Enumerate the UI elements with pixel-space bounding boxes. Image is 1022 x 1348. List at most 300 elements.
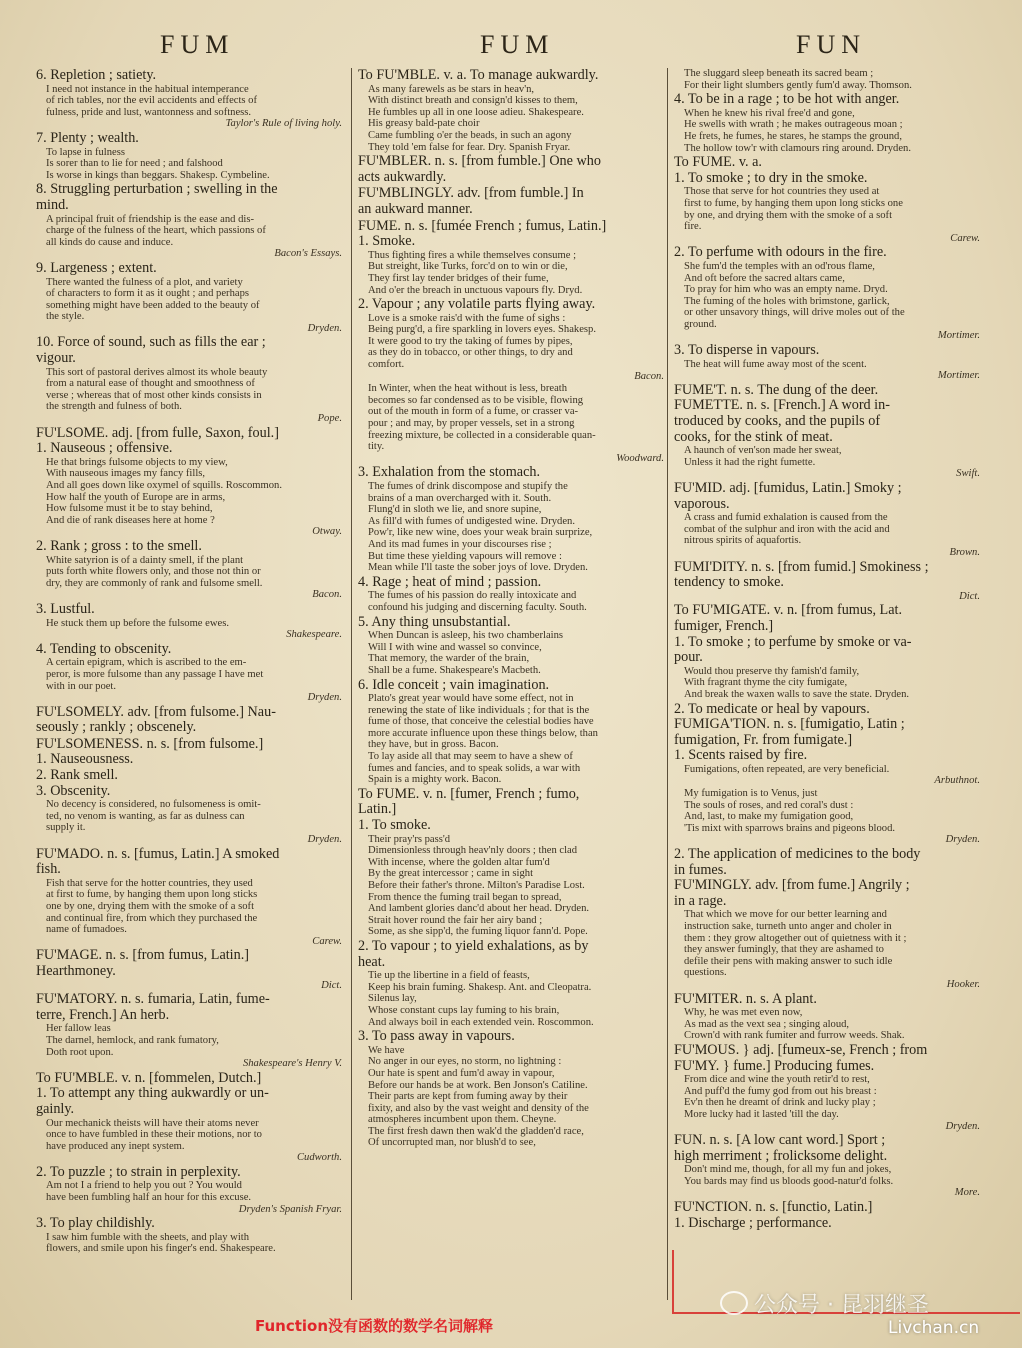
site-watermark: Livchan.cn — [888, 1318, 980, 1338]
quotation-line: White satyrion is of a dainty smell, if the plant — [46, 554, 244, 566]
dictionary-entry — [674, 68, 980, 91]
entry-line: vaporous. — [674, 496, 730, 512]
quotation-line: She fum'd the temples with an od'rous flame, — [684, 260, 875, 272]
column-header-3: FUN — [796, 30, 867, 59]
dictionary-entry — [674, 1133, 980, 1199]
quotation-line: For their light slumbers gently fum'd away. Thomson. — [684, 79, 912, 91]
source-citation: Dryden. — [945, 834, 980, 846]
source-citation: Cudworth. — [296, 1152, 342, 1164]
entry-line: Latin.] — [358, 802, 397, 818]
quotation-line: one by one, drying them with the smoke of a soft — [46, 901, 255, 912]
entry-line: 1. Nauseous ; offensive. — [36, 441, 173, 457]
quotation-line: with in our poet. — [46, 680, 117, 692]
dictionary-column-3 — [674, 68, 980, 1300]
quotation-line: verse ; whereas that of most other kinds consists in — [46, 389, 262, 401]
quotation-line: He swells with wrath ; he makes outrageous moan ; — [684, 119, 903, 131]
quotation-line: He stuck them up before the fulsome ewes. — [46, 617, 229, 629]
quotation-line: And break the waxen walls to save the state. Dryden. — [684, 688, 910, 700]
source-citation: Carew. — [950, 232, 980, 244]
dictionary-entry — [358, 297, 664, 382]
dictionary-entry — [36, 642, 342, 704]
quotation-line: have produced any inept system. — [46, 1140, 185, 1152]
entry-line: 2. To puzzle ; to strain in perplexity. — [36, 1164, 241, 1180]
quotation-line: To lapse in fulness — [46, 146, 125, 158]
source-citation: Brown. — [949, 546, 980, 558]
quotation-line: comfort. — [368, 359, 405, 371]
dictionary-entry — [358, 939, 664, 1028]
quotation-line: Is sorer than to lie for need ; and falshood — [46, 158, 223, 170]
quotation-line: Spain is a mighty work. Bacon. — [368, 774, 502, 786]
dictionary-entry — [674, 560, 980, 603]
dictionary-entry — [358, 383, 664, 464]
quotation-line: by one, and drying them with the smoke of a soft — [684, 209, 893, 221]
quotation-line: Dimensionless through heav'nly doors ; then clad — [368, 845, 578, 857]
entry-line: FUMETTE. n. s. [French.] A word in- — [674, 398, 890, 414]
entry-line: terre, French.] An herb. — [36, 1007, 170, 1023]
column-header-2: FUM — [480, 30, 555, 59]
dictionary-entry — [36, 1216, 342, 1255]
quotation-line: A principal fruit of friendship is the ease and dis- — [46, 213, 254, 225]
quotation-line: But streight, like Turks, forc'd on to win or die, — [368, 261, 568, 273]
quotation-line: confound his judging and discerning faculty. South. — [368, 601, 587, 613]
source-citation: Dryden. — [307, 834, 342, 846]
entry-line: To FU'MIGATE. v. n. [from fumus, Lat. — [674, 603, 903, 619]
quotation-line: From dice and wine the youth retir'd to rest, — [684, 1074, 870, 1086]
quotation-line: once to have fumbled in these their motions, nor to — [46, 1129, 262, 1141]
quotation-line: Am not I a friend to help you out ? You would — [46, 1180, 242, 1192]
source-citation: Carew. — [312, 935, 342, 947]
quotation-line: questions. — [684, 967, 727, 979]
dictionary-entry — [674, 1200, 980, 1231]
entry-line: 3. To disperse in vapours. — [674, 343, 820, 359]
quotation-line: ted, no venom is wanting, as far as dulness can — [46, 810, 245, 822]
entry-line: 2. To vapour ; to yield exhalations, as by — [358, 938, 589, 954]
entry-line: FU'MADO. n. s. [fumus, Latin.] A smoked — [36, 846, 280, 862]
quotation-line: and continual fire, from which they purchased the — [46, 912, 258, 924]
quotation-line: Flung'd in sloth we lie, and snore supine, — [368, 504, 542, 516]
entry-line: tendency to smoke. — [674, 575, 784, 591]
quotation-line: But time these yielding vapours will remove : — [368, 550, 562, 562]
quotation-line: atmospheres incumbent upon them. Cheyne. — [368, 1114, 557, 1126]
entry-line: 6. Idle conceit ; vain imagination. — [358, 677, 550, 693]
quotation-line: This sort of pastoral derives almost its whole beauty — [46, 366, 268, 378]
entry-line: an aukward manner. — [358, 201, 473, 217]
wechat-watermark — [720, 1288, 929, 1319]
quotation-line: something might have been added to the beauty of — [46, 299, 260, 311]
entry-line: 1. Smoke. — [358, 234, 416, 250]
quotation-line: flowers, and smile upon his finger's end. Shakespeare. — [46, 1243, 276, 1255]
quotation-line: becomes so far condensed as to be visible, flowing — [368, 394, 584, 406]
entry-line: troduced by cooks, and the pupils of — [674, 414, 881, 430]
quotation-line: of characters to form it as it ought ; and perhaps — [46, 288, 249, 300]
quotation-line: No anger in our eyes, no storm, no lightning : — [368, 1056, 562, 1068]
quotation-line: Why, he was met even now, — [684, 1007, 803, 1019]
red-corner-mark — [672, 1250, 674, 1314]
dictionary-entry — [674, 343, 980, 382]
source-citation: Swift. — [956, 468, 980, 480]
dictionary-entry — [36, 68, 342, 130]
entry-line: FU'MBLER. n. s. [from fumble.] One who — [358, 154, 601, 170]
quotation-line: He frets, he fumes, he stares, he stamps the ground, — [684, 130, 902, 142]
quotation-line: defile their pens with making answer to such idle — [684, 955, 893, 967]
quotation-line: freezing mixture, be collected in a considerable quan- — [368, 429, 596, 441]
quotation-line: Shall be a fume. Shakespeare's Macbeth. — [368, 664, 541, 676]
quotation-line: first to fume, by hanging them upon long sticks one — [684, 197, 903, 209]
entry-line: pour. — [674, 650, 703, 666]
quotation-line: instruction sake, turneth unto anger and choler in — [684, 921, 892, 932]
quotation-line: And puff'd the fumy god from out his breast : — [684, 1085, 877, 1097]
entry-line: 1. Nauseousness. — [36, 752, 134, 768]
source-citation: Bacon. — [312, 589, 342, 601]
quotation-line: My fumigation is to Venus, just — [684, 788, 818, 800]
entry-line: 1. To smoke ; to perfume by smoke or va- — [674, 634, 912, 650]
quotation-line: all kinds do cause and induce. — [46, 236, 174, 248]
quotation-line: From thence the fuming trail began to spread, — [368, 891, 562, 903]
quotation-line: To pray for him who was an empty name. Dryd. — [684, 284, 888, 296]
quotation-line: Silenus lay, — [368, 993, 417, 1005]
source-citation: Dryden's Spanish Fryar. — [238, 1203, 342, 1215]
entry-line: seously ; rankly ; obscenely. — [36, 720, 197, 736]
quotation-line: Unless it had the right fumette. — [684, 456, 816, 468]
dictionary-entry — [358, 465, 664, 573]
source-citation: Mortimer. — [937, 330, 980, 342]
quotation-line: renewing the state of like individuals ; for that is the — [368, 704, 590, 716]
quotation-line: A crass and fumid exhalation is caused from the — [684, 512, 888, 524]
quotation-line: And die of rank diseases here at home ? — [46, 514, 215, 526]
quotation-line: peror, is more fulsome than any passage I have met — [46, 668, 264, 680]
quotation-line: fume of those, that conceive the celestial bodies have — [368, 716, 594, 728]
dictionary-entry — [674, 383, 980, 480]
source-citation: Mortimer. — [937, 370, 980, 382]
entry-line: To FU'MBLE. v. n. [fommelen, Dutch.] — [36, 1070, 262, 1086]
quotation-line: And all goes down like oxymel of squills. Roscommon. — [46, 480, 282, 491]
quotation-line: charge of the fulness of the heart, which passions of — [46, 225, 266, 237]
dictionary-column-2 — [358, 68, 664, 1300]
quotation-line: When he knew his rival free'd and gone, — [684, 107, 855, 119]
quotation-line: out of the mouth in form of a fume, or crasser va- — [368, 406, 579, 418]
quotation-line: I need not instance in the habitual intemperance — [46, 83, 249, 95]
quotation-line: Before their father's throne. Milton's Paradise Lost. — [368, 880, 585, 891]
entry-line: To FU'MBLE. v. a. To manage aukwardly. — [358, 68, 599, 83]
dictionary-entry — [36, 426, 342, 538]
quotation-line: With fragrant thyme the city fumigate, — [684, 677, 848, 689]
entry-line: 3. To play childishly. — [36, 1216, 155, 1232]
quotation-line: Will I with wine and wassel so convince, — [368, 641, 542, 653]
source-citation: More. — [954, 1187, 980, 1199]
quotation-line: The first fresh dawn then wak'd the gladden'd race, — [368, 1125, 584, 1137]
source-citation: Taylor's Rule of living holy. — [225, 118, 342, 130]
watermark-text: 公众号 · 昆羽继圣 — [754, 1293, 929, 1318]
entry-line: 2. To medicate or heal by vapours. — [674, 701, 870, 717]
quotation-line: The sluggard sleep beneath its sacred beam ; — [684, 68, 874, 79]
quotation-line: of rich tables, nor the evil accidents and effects of — [46, 95, 258, 107]
entry-line: Hearthmoney. — [36, 963, 116, 979]
quotation-line: Fumigations, often repeated, are very beneficial. — [684, 763, 890, 775]
dictionary-entry — [358, 186, 664, 217]
dictionary-entry — [36, 1165, 342, 1215]
entry-line: high merriment ; frolicksome delight. — [674, 1148, 888, 1164]
entry-line: heat. — [358, 954, 386, 970]
dictionary-entry — [674, 155, 980, 244]
dictionary-entry — [358, 154, 664, 185]
quotation-line: That memory, the warder of the brain, — [368, 653, 530, 665]
quotation-line: Before our hands be at work. Ben Jonson's Catiline. — [368, 1079, 588, 1091]
quotation-line: they have, but in gross. Bacon. — [368, 739, 499, 751]
source-citation: Shakespeare. — [286, 629, 342, 641]
dictionary-entry — [674, 245, 980, 342]
quotation-line: puts forth white flowers only, and those not thin or — [46, 566, 261, 578]
entry-line: FU'LSOMENESS. n. s. [from fulsome.] — [36, 736, 264, 752]
entry-line: acts aukwardly. — [358, 169, 447, 185]
source-citation: Bacon. — [634, 370, 664, 382]
entry-line: FUME'T. n. s. The dung of the deer. — [674, 382, 879, 398]
source-citation: Dict. — [959, 590, 980, 602]
dictionary-entry — [674, 481, 980, 559]
quotation-line: from a natural ease of thought and smoothness of — [46, 378, 255, 390]
quotation-line: There wanted the fulness of a plot, and variety — [46, 276, 243, 288]
dictionary-entry — [36, 847, 342, 948]
quotation-line: And its mad fumes in your discourses rise ; — [368, 538, 552, 550]
quotation-line: Tie up the libertine in a field of feasts, — [368, 970, 530, 982]
quotation-line: Came fumbling o'er the beads, in such an agony — [368, 129, 572, 141]
source-citation: Arbuthnot. — [934, 775, 980, 787]
entry-line: in a rage. — [674, 893, 727, 909]
quotation-line: In Winter, when the heat without is less, breath — [368, 383, 568, 395]
entry-line: 1. Discharge ; performance. — [674, 1215, 832, 1231]
quotation-line: A haunch of ven'son made her sweat, — [684, 445, 842, 457]
quotation-line: It were good to try the taking of fumes by pipes, — [368, 335, 573, 347]
entry-line: FU'LSOMELY. adv. [from fulsome.] Nau- — [36, 704, 276, 720]
dictionary-entry — [358, 678, 664, 786]
entry-line: 9. Largeness ; extent. — [36, 260, 157, 276]
quotation-line: the style. — [46, 311, 85, 323]
quotation-line: He fumbles up all in one loose adieu. Shakespeare. — [368, 106, 584, 118]
quotation-line: I saw him fumble with the sheets, and play with — [46, 1231, 250, 1243]
quotation-line: His greasy bald-pate choir — [368, 118, 480, 130]
quotation-line: fumes and fancies, and to speak solids, a war with — [368, 762, 581, 774]
quotation-line: Fish that serve for the hotter countries, they used — [46, 877, 253, 889]
quotation-line: fire. — [684, 221, 702, 233]
source-citation: Woodward. — [616, 452, 664, 464]
quotation-line: Of uncorrupted man, nor blush'd to see, — [368, 1137, 536, 1149]
entry-line: 10. Force of sound, such as fills the ear ; — [36, 335, 266, 351]
quotation-line: And always boil in each extended vein. Roscommon. — [368, 1016, 594, 1028]
quotation-line: The fumes of his passion do really intoxicate and — [368, 590, 577, 602]
quotation-line: With nauseous images my fancy fills, — [46, 468, 206, 480]
entry-line: FU'MID. adj. [fumidus, Latin.] Smoky ; — [674, 481, 902, 496]
quotation-line: They first lay tender bridges of their fume, — [368, 272, 549, 284]
entry-line: 2. Rank ; gross : to the smell. — [36, 538, 202, 554]
quotation-line: We have — [368, 1044, 405, 1056]
quotation-line: as they do in tobacco, or other things, to dry and — [368, 347, 573, 359]
dictionary-entry — [36, 261, 342, 335]
quotation-line: And oft before the sacred altars came, — [684, 272, 845, 284]
source-citation: Otway. — [312, 526, 342, 538]
entry-line: FU'NCTION. n. s. [functio, Latin.] — [674, 1200, 873, 1216]
quotation-line: More lucky had it lasted 'till the day. — [684, 1108, 839, 1120]
entry-line: 1. To smoke. — [358, 818, 431, 834]
quotation-line: The fuming of the holes with brimstone, garlick, — [684, 295, 890, 307]
entry-line: FU'MY. } fume.] Producing fumes. — [674, 1058, 875, 1074]
dictionary-entry — [36, 1071, 342, 1164]
quotation-line: Is worse in kings than beggars. Shakesp. Cymbeline. — [46, 169, 270, 181]
quotation-line: And o'er the breach in unctuous vapours fly. Dryd. — [368, 284, 583, 296]
dictionary-entry — [358, 575, 664, 614]
quotation-line: Whose constant cups lay fuming to his brain, — [368, 1004, 560, 1016]
dictionary-entry — [36, 539, 342, 601]
source-citation: Dryden. — [307, 322, 342, 334]
dictionary-entry — [36, 602, 342, 641]
quotation-line: brains of a man overcharged with it. South. — [368, 492, 552, 504]
entry-line: 2. To perfume with odours in the fire. — [674, 245, 887, 261]
quotation-line: How fulsome must it be to stay behind, — [46, 503, 213, 515]
source-citation: Dryden. — [307, 692, 342, 704]
source-citation: Dryden. — [945, 1120, 980, 1132]
entry-line: FUMI'DITY. n. s. [from fumid.] Smokiness ; — [674, 559, 929, 575]
entry-line: FU'MATORY. n. s. fumaria, Latin, fume- — [36, 992, 270, 1008]
entry-line: 1. To smoke ; to dry in the smoke. — [674, 170, 868, 186]
quotation-line: No decency is considered, no fulsomeness is omit- — [46, 799, 261, 811]
quotation-line: nitrous spirits of aquafortis. — [684, 535, 802, 547]
dictionary-entry — [358, 68, 664, 153]
quotation-line: Keep his brain fuming. Shakesp. Ant. and Cleopatra. — [368, 981, 592, 993]
quotation-line: When Duncan is asleep, his two chamberlains — [368, 630, 564, 642]
quotation-line: The fumes of drink discompose and stupify the — [368, 481, 568, 492]
entry-line: in fumes. — [674, 862, 727, 878]
source-citation: Bacon's Essays. — [274, 248, 342, 260]
column-divider — [667, 68, 668, 1300]
quotation-line: at first to fume, by hanging them upon long sticks — [46, 889, 258, 901]
quotation-line: They told 'em false for fear. Dry. Spanish Fryar. — [368, 141, 571, 153]
dictionary-entry — [358, 787, 664, 938]
quotation-line: Being purg'd, a fire sparkling in lovers eyes. Shakesp. — [368, 324, 596, 336]
dictionary-entry — [674, 92, 980, 154]
quotation-line: A certain epigram, which is ascribed to the em- — [46, 657, 247, 669]
entry-line: FU'MAGE. n. s. [from fumus, Latin.] — [36, 948, 249, 964]
quotation-line: You bards may find us bloods good-natur'd folks. — [684, 1175, 894, 1187]
quotation-line: As mad as the vext sea ; singing aloud, — [684, 1018, 850, 1030]
entry-line: 2. Rank smell. — [36, 768, 118, 784]
entry-line: 5. Any thing unsubstantial. — [358, 614, 511, 630]
quotation-line: Their parts are kept from fuming away by their — [368, 1091, 568, 1103]
quotation-line: To lay aside all that may seem to have a shew of — [368, 751, 573, 763]
dictionary-entry — [36, 737, 342, 846]
wechat-icon — [720, 1291, 748, 1315]
entry-line: fumigation, Fr. from fumigate.] — [674, 732, 853, 748]
dictionary-entry — [358, 1029, 664, 1149]
quotation-line: Crown'd with rank fumiter and furrow weeds. Shak. — [684, 1030, 905, 1042]
dictionary-entry — [36, 335, 342, 424]
entry-line: 1. Scents raised by fire. — [674, 748, 808, 764]
quotation-line: Some, as she sipp'd, the fuming liquor fann'd. Pope. — [368, 926, 588, 938]
entry-line: 4. Tending to obscenity. — [36, 641, 172, 657]
dictionary-entry — [36, 131, 342, 181]
quotation-line: Doth root upon. — [46, 1046, 114, 1058]
quotation-line: name of fumadoes. — [46, 924, 127, 936]
entry-line: FU'MOUS. } adj. [fumeux-se, French ; from — [674, 1042, 928, 1058]
entry-line: cooks, for the stink of meat. — [674, 429, 833, 445]
quotation-line: more accurate influence upon these things below, than — [368, 727, 598, 739]
quotation-line: them : they grow altogether out of quietness with it ; — [684, 932, 907, 944]
entry-line: FUMIGA'TION. n. s. [fumigatio, Latin ; — [674, 717, 905, 733]
entry-line: 4. To be in a rage ; to be hot with anger. — [674, 92, 900, 108]
quotation-line: That which we move for our better learning and — [684, 909, 887, 921]
quotation-line: or other unsavory things, will drive moles out of the — [684, 307, 905, 319]
entry-line: 3. Lustful. — [36, 601, 95, 617]
quotation-line: dry, they are commonly of rank and fulsome smell. — [46, 577, 263, 589]
quotation-line: Love is a smoke rais'd with the fume of sighs : — [368, 312, 566, 324]
entry-line: fish. — [36, 862, 61, 878]
dictionary-entry — [674, 992, 980, 1042]
entry-line: 2. Vapour ; any volatile parts flying away. — [358, 297, 596, 313]
quotation-line: they answer fumingly, that they are ashamed to — [684, 944, 884, 956]
entry-line: FU'MITER. n. s. A plant. — [674, 991, 817, 1007]
entry-line: FU'MINGLY. adv. [from fume.] Angrily ; — [674, 878, 910, 894]
dictionary-entry — [674, 702, 980, 788]
quotation-line: have been fumbling half an hour for this excuse. — [46, 1192, 252, 1204]
entry-line: To FUME. v. n. [fumer, French ; fumo, — [358, 786, 580, 802]
quotation-line: the strength and fulness of both. — [46, 401, 182, 413]
dictionary-entry — [36, 182, 342, 260]
entry-line: 3. To pass away in vapours. — [358, 1029, 515, 1045]
quotation-line: Pow'r, like new wine, does your weak brain surprize, — [368, 527, 593, 539]
quotation-line: ground. — [684, 318, 717, 330]
dictionary-column-1 — [36, 68, 342, 1300]
quotation-line: The heat will fume away most of the scent. — [684, 358, 867, 370]
entry-line: 7. Plenty ; wealth. — [36, 130, 139, 146]
quotation-line: Her fallow leas — [46, 1023, 111, 1035]
quotation-line: By the great intercessor ; came in sight — [368, 868, 534, 880]
entry-line: FUN. n. s. [A low cant word.] Sport ; — [674, 1133, 886, 1149]
entry-line: FU'MBLINGLY. adv. [from fumble.] In — [358, 186, 584, 202]
entry-line: mind. — [36, 197, 69, 213]
source-citation: Hooker. — [946, 978, 980, 990]
entry-line: 2. The application of medicines to the body — [674, 847, 921, 863]
quotation-line: With incense, where the golden altar fum'd — [368, 856, 550, 868]
quotation-line: And, last, to make my fumigation good, — [684, 811, 854, 823]
quotation-line: combat of the sulphur and iron with the acid and — [684, 523, 890, 535]
column-header-1: FUM — [160, 30, 235, 59]
source-citation: Dict. — [321, 979, 342, 991]
dictionary-entry — [36, 948, 342, 991]
quotation-line: He that brings fulsome objects to my view, — [46, 456, 228, 468]
quotation-line: Plato's great year would have some effect, not in — [368, 693, 574, 705]
quotation-line: Those that serve for hot countries they used at — [684, 186, 880, 198]
entry-line: 3. Exhalation from the stomach. — [358, 465, 541, 481]
quotation-line: supply it. — [46, 822, 86, 834]
entry-line: 4. Rage ; heat of mind ; passion. — [358, 574, 542, 590]
quotation-line: Our hate is spent and fum'd away in vapour, — [368, 1067, 555, 1079]
entry-line: FU'LSOME. adj. [from fulle, Saxon, foul.] — [36, 425, 279, 441]
quotation-line: As fill'd with fumes of undigested wine. Dryden. — [368, 515, 575, 527]
dictionary-entry — [358, 219, 664, 297]
quotation-line: Their pray'rs pass'd — [368, 833, 451, 845]
dictionary-entry — [358, 615, 664, 677]
entry-line: 3. Obscenity. — [36, 783, 111, 799]
source-citation: Pope. — [317, 413, 342, 425]
entry-line: 1. To attempt any thing aukwardly or un- — [36, 1086, 269, 1102]
column-divider — [351, 68, 352, 1300]
quotation-line: As many farewels as be stars in heav'n, — [368, 83, 535, 95]
quotation-line: How half the youth of Europe are in arms, — [46, 491, 226, 503]
source-citation: Shakespeare's Henry V. — [242, 1058, 342, 1070]
dictionary-entry — [36, 705, 342, 736]
quotation-line: Our mechanick theists will have their atoms never — [46, 1117, 259, 1129]
quotation-line: Don't mind me, though, for all my fun and jokes, — [684, 1164, 892, 1176]
quotation-line: Thus fighting fires a while themselves consume ; — [368, 249, 577, 261]
entry-line: FUME. n. s. [fumée French ; fumus, Latin.] — [358, 218, 607, 234]
quotation-line: tity. — [368, 441, 385, 453]
